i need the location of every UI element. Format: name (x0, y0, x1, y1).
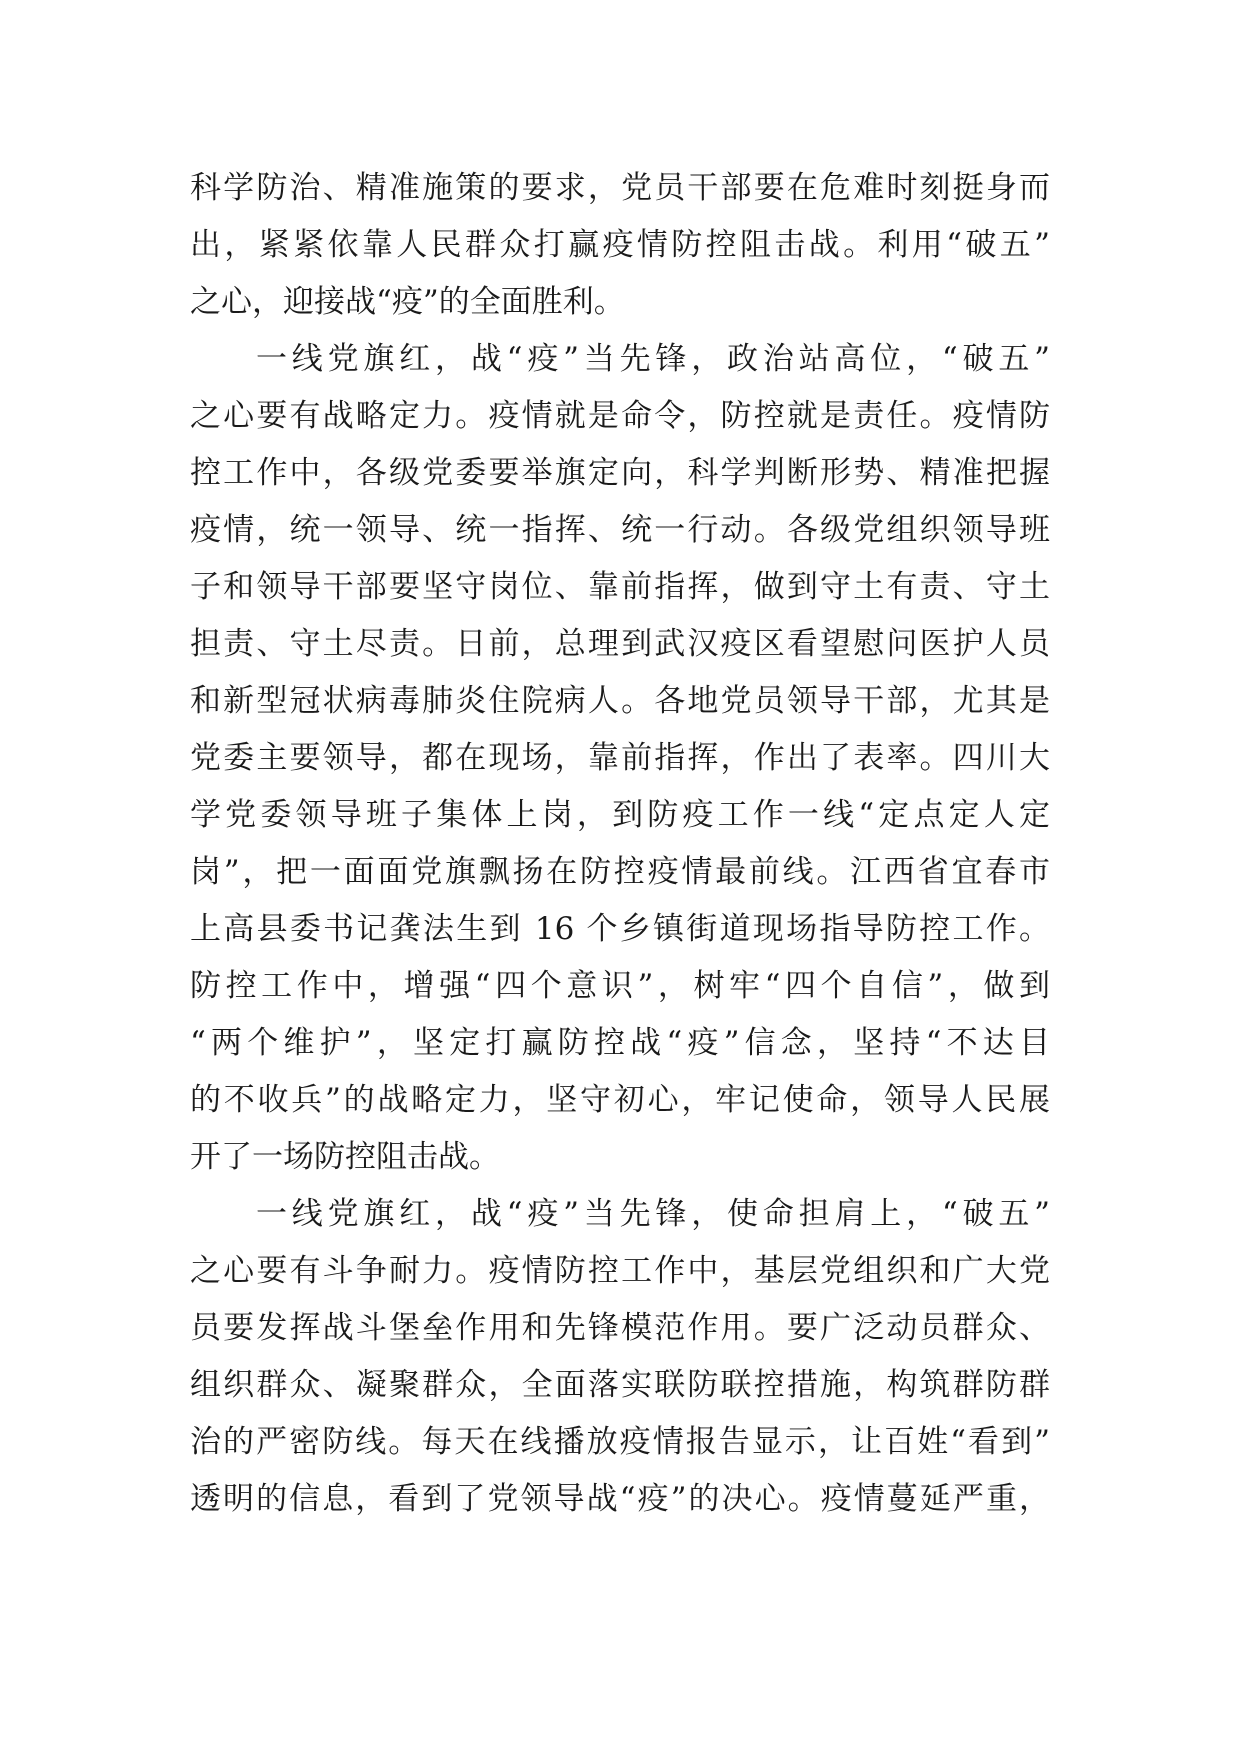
body-text (190, 160, 1050, 1528)
text-line: 科学防治、精准施策的要求，党员干部要在危难时刻挺身而 (190, 170, 1050, 206)
text-line: 学党委领导班子集体上岗，到防疫工作一线“定点定人定 (190, 797, 1050, 833)
text-line: 组织群众、凝聚群众，全面落实联防联控措施，构筑群防群 (190, 1367, 1050, 1403)
text-line: “两个维护”，坚定打赢防控战“疫”信念，坚持“不达目 (190, 1025, 1050, 1061)
text-line: 控工作中，各级党委要举旗定向，科学判断形势、精准把握 (190, 455, 1050, 491)
text-line: 和新型冠状病毒肺炎住院病人。各地党员领导干部，尤其是 (190, 683, 1050, 719)
text-line: 担责、守土尽责。日前，总理到武汉疫区看望慰问医护人员 (190, 626, 1050, 662)
text-line: 治的严密防线。每天在线播放疫情报告显示，让百姓“看到” (190, 1424, 1050, 1460)
text-line: 的不收兵”的战略定力，坚守初心，牢记使命，领导人民展 (190, 1082, 1050, 1118)
text-line: 员要发挥战斗堡垒作用和先锋模范作用。要广泛动员群众、 (190, 1310, 1050, 1346)
text-line: 出，紧紧依靠人民群众打赢疫情防控阻击战。利用“破五” (190, 227, 1050, 263)
text-line: 透明的信息，看到了党领导战“疫”的决心。疫情蔓延严重， (190, 1481, 1050, 1517)
text-line: 之心，迎接战“疫”的全面胜利。 (190, 284, 625, 320)
text-line: 党委主要领导，都在现场，靠前指挥，作出了表率。四川大 (190, 740, 1050, 776)
text-line: 之心要有战略定力。疫情就是命令，防控就是责任。疫情防 (190, 398, 1050, 434)
text-line: 上高县委书记龚法生到 16 个乡镇街道现场指导防控工作。 (190, 911, 1050, 947)
text-line: 岗”，把一面面党旗飘扬在防控疫情最前线。江西省宜春市 (190, 854, 1050, 890)
text-line: 防控工作中，增强“四个意识”，树牢“四个自信”，做到 (190, 968, 1050, 1004)
text-line: 子和领导干部要坚守岗位、靠前指挥，做到守土有责、守土 (190, 569, 1050, 605)
paragraph-start-line: 一线党旗红，战“疫”当先锋，政治站高位，“破五” (256, 341, 1050, 377)
text-line: 之心要有斗争耐力。疫情防控工作中，基层党组织和广大党 (190, 1253, 1050, 1289)
paragraph-start-line: 一线党旗红，战“疫”当先锋，使命担肩上，“破五” (256, 1196, 1050, 1232)
text-line: 开了一场防控阻击战。 (190, 1139, 500, 1175)
text-line: 疫情，统一领导、统一指挥、统一行动。各级党组织领导班 (190, 512, 1050, 548)
